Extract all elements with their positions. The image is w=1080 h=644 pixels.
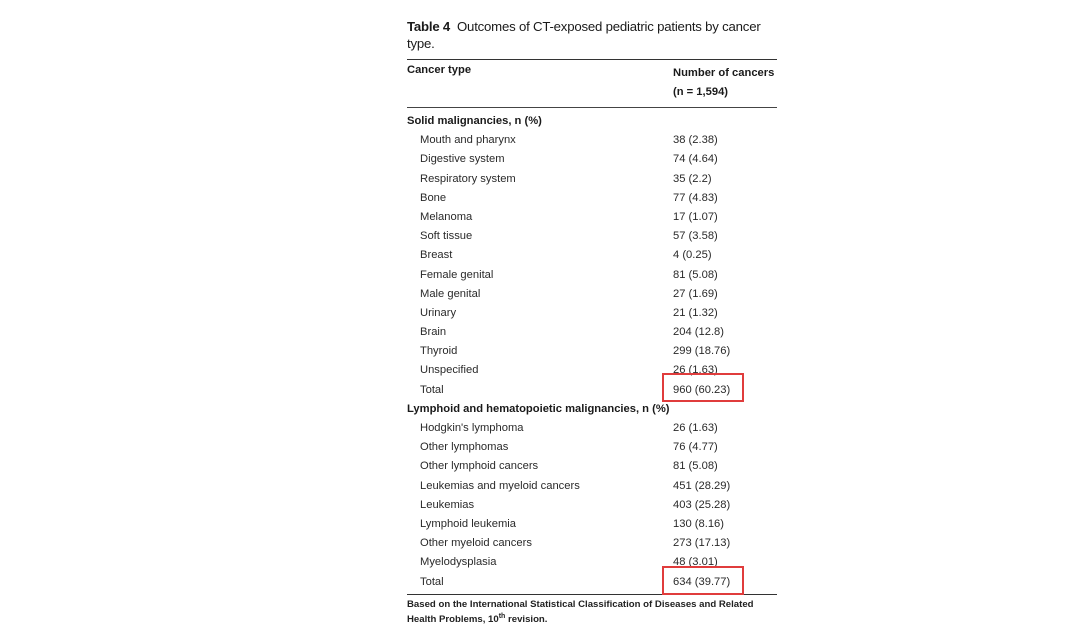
row-count: 48 (3.01): [673, 556, 718, 569]
table-row: [407, 457, 777, 476]
row-cancer-type: Mouth and pharynx: [420, 134, 516, 147]
row-cancer-type: Bone: [420, 191, 447, 204]
row-cancer-type: Urinary: [420, 306, 457, 319]
row-count: 273 (17.13): [673, 537, 731, 550]
row-count: 21 (1.32): [673, 306, 718, 319]
table-row: [407, 208, 777, 227]
table-row: [407, 189, 777, 208]
row-cancer-type: Lymphoid leukemia: [420, 517, 516, 530]
row-count: 17 (1.07): [673, 210, 718, 223]
row-count: 74 (4.64): [673, 153, 718, 166]
section-title: Lymphoid and hematopoietic malignancies, n (%): [407, 402, 670, 415]
row-cancer-type: Other myeloid cancers: [420, 537, 532, 550]
row-count: 960 (60.23): [673, 383, 731, 396]
row-count: 4 (0.25): [673, 249, 712, 262]
row-cancer-type: Respiratory system: [420, 172, 516, 185]
row-cancer-type: Digestive system: [420, 153, 505, 166]
table-row: [407, 477, 777, 496]
table-row: [407, 323, 777, 342]
table-row: [407, 150, 777, 169]
row-cancer-type: Other lymphomas: [420, 441, 509, 454]
row-cancer-type: Unspecified: [420, 364, 479, 377]
row-count: 451 (28.29): [673, 479, 731, 492]
table-row: [407, 438, 777, 457]
table-row: [407, 131, 777, 150]
row-count: 26 (1.63): [673, 364, 718, 377]
row-count: 27 (1.69): [673, 287, 718, 300]
table-body: [407, 112, 777, 592]
table-row: [407, 342, 777, 361]
row-cancer-type: Total: [420, 575, 444, 588]
highlight-box-solid-total: [662, 373, 744, 402]
row-count: 57 (3.58): [673, 230, 718, 243]
highlight-box-lymphoid-total: [662, 566, 744, 595]
row-cancer-type: Hodgkin's lymphoma: [420, 422, 524, 434]
col-header-number-line2: (n = 1,594): [673, 86, 729, 98]
table-row: [407, 170, 777, 189]
footnote-superscript: th: [498, 612, 506, 620]
row-cancer-type: Male genital: [420, 287, 481, 300]
row-cancer-type: Melanoma: [420, 210, 473, 223]
row-count: 403 (25.28): [673, 498, 731, 511]
row-count: 35 (2.2): [673, 172, 712, 185]
table-footnote: [407, 599, 777, 626]
row-count: 81 (5.08): [673, 460, 718, 473]
table-row: [407, 419, 777, 438]
row-cancer-type: Female genital: [420, 268, 494, 281]
row-count: 299 (18.76): [673, 345, 731, 358]
table-row: [407, 496, 777, 515]
col-header-number-line1: Number of cancers: [673, 67, 775, 79]
table-row: [407, 304, 777, 323]
row-count: 76 (4.77): [673, 441, 718, 454]
table-row: [407, 534, 777, 553]
row-count: 26 (1.63): [673, 422, 718, 434]
row-cancer-type: Leukemias and myeloid cancers: [420, 479, 580, 492]
row-cancer-type: Leukemias: [420, 498, 475, 511]
table-document: [407, 18, 777, 626]
row-cancer-type: Breast: [420, 249, 453, 262]
col-header-cancer-type: Cancer type: [407, 64, 472, 76]
row-cancer-type: Myelodysplasia: [420, 556, 497, 569]
row-cancer-type: Brain: [420, 326, 447, 339]
table-row: [407, 266, 777, 285]
row-count: 81 (5.08): [673, 268, 718, 281]
row-count: 204 (12.8): [673, 326, 724, 339]
row-cancer-type: Thyroid: [420, 345, 458, 358]
footnote-end: revision.: [505, 613, 548, 625]
table-row: [407, 246, 777, 265]
row-count: 130 (8.16): [673, 517, 724, 530]
table-row: [407, 285, 777, 304]
table-label: Table 4: [407, 19, 451, 34]
row-count: 77 (4.83): [673, 191, 718, 204]
header-rule: [407, 107, 777, 108]
row-cancer-type: Other lymphoid cancers: [420, 460, 539, 473]
row-cancer-type: Soft tissue: [420, 230, 473, 243]
footnote-text: Based on the International Statistical Classification of Diseases and Related Health Problems, 10: [407, 598, 754, 625]
section-title: Solid malignancies, n (%): [407, 115, 542, 127]
col-header-number: [673, 64, 774, 102]
row-count: 38 (2.38): [673, 134, 718, 147]
table-row: [407, 515, 777, 534]
row-count: 634 (39.77): [673, 575, 731, 588]
table-title: Outcomes of CT-exposed pediatric patients by cancer type.: [407, 19, 761, 51]
table-caption: [407, 18, 777, 52]
row-cancer-type: Total: [420, 383, 444, 396]
table-header: [407, 60, 777, 101]
table-row: [407, 227, 777, 246]
